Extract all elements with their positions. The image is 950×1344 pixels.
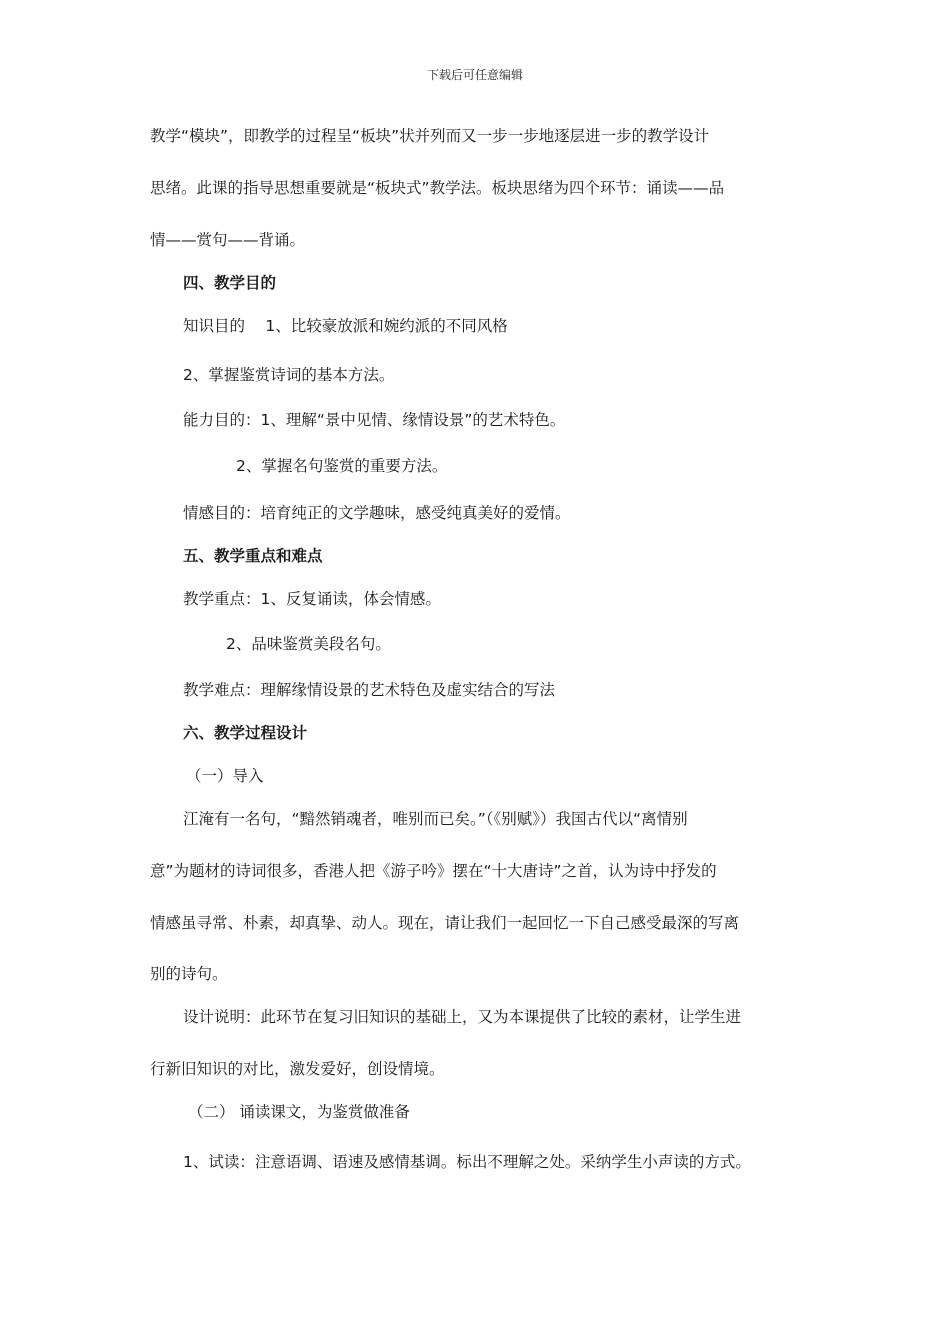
paragraph-line: 教学“模块”，即教学的过程呈“板块”状并列而又一步一步地逐层进一步的教学设计 bbox=[150, 127, 710, 145]
paragraph-line: 情——赏句——背诵。 bbox=[150, 231, 306, 249]
paragraph-line: 江淹有一名句，“黯然销魂者，唯别而已矣。”（《别赋》）我国古代以“离情别 bbox=[183, 810, 688, 828]
paragraph-line: 1、试读：注意语调、语速及感情基调。标出不理解之处。采纳学生小声读的方式。 bbox=[183, 1153, 751, 1171]
paragraph-line: 情感虽寻常、朴素，却真挚、动人。现在，请让我们一起回忆一下自己感受最深的写离 bbox=[150, 914, 740, 932]
paragraph-line: 教学难点：理解缘情设景的艺术特色及虚实结合的写法 bbox=[183, 681, 556, 699]
section-heading: 四、教学目的 bbox=[183, 274, 277, 292]
paragraph-line: 2、品味鉴赏美段名句。 bbox=[226, 635, 391, 653]
paragraph-line: 教学重点：1、反复诵读，体会情感。 bbox=[183, 590, 441, 608]
paragraph-line: 设计说明：此环节在复习旧知识的基础上，又为本课提供了比较的素材，让学生进 bbox=[183, 1008, 742, 1026]
paragraph-line: 别的诗句。 bbox=[150, 965, 228, 983]
section-heading: 五、教学重点和难点 bbox=[183, 547, 323, 565]
paragraph-line: 思绪。此课的指导思想重要就是“板块式”教学法。板块思绪为四个环节：诵读——品 bbox=[150, 179, 725, 197]
page-header: 下载后可任意编辑 bbox=[426, 68, 523, 82]
subsection-heading: （二） 诵读课文，为鉴赏做准备 bbox=[188, 1103, 410, 1121]
subsection-heading: （一）导入 bbox=[186, 767, 264, 785]
paragraph-line: 知识目的 1、比较豪放派和婉约派的不同风格 bbox=[183, 317, 508, 335]
paragraph-line: 能力目的：1、理解“景中见情、缘情设景”的艺术特色。 bbox=[183, 411, 566, 429]
paragraph-line: 2、掌握鉴赏诗词的基本方法。 bbox=[183, 366, 395, 384]
paragraph-line: 意”为题材的诗词很多，香港人把《游子吟》摆在“十大唐诗”之首，认为诗中抒发的 bbox=[150, 862, 717, 880]
section-heading: 六、教学过程设计 bbox=[183, 724, 308, 742]
paragraph-line: 2、掌握名句鉴赏的重要方法。 bbox=[236, 457, 448, 475]
paragraph-line: 行新旧知识的对比，激发爱好，创设情境。 bbox=[150, 1060, 445, 1078]
paragraph-line: 情感目的：培育纯正的文学趣味，感受纯真美好的爱情。 bbox=[183, 504, 571, 522]
